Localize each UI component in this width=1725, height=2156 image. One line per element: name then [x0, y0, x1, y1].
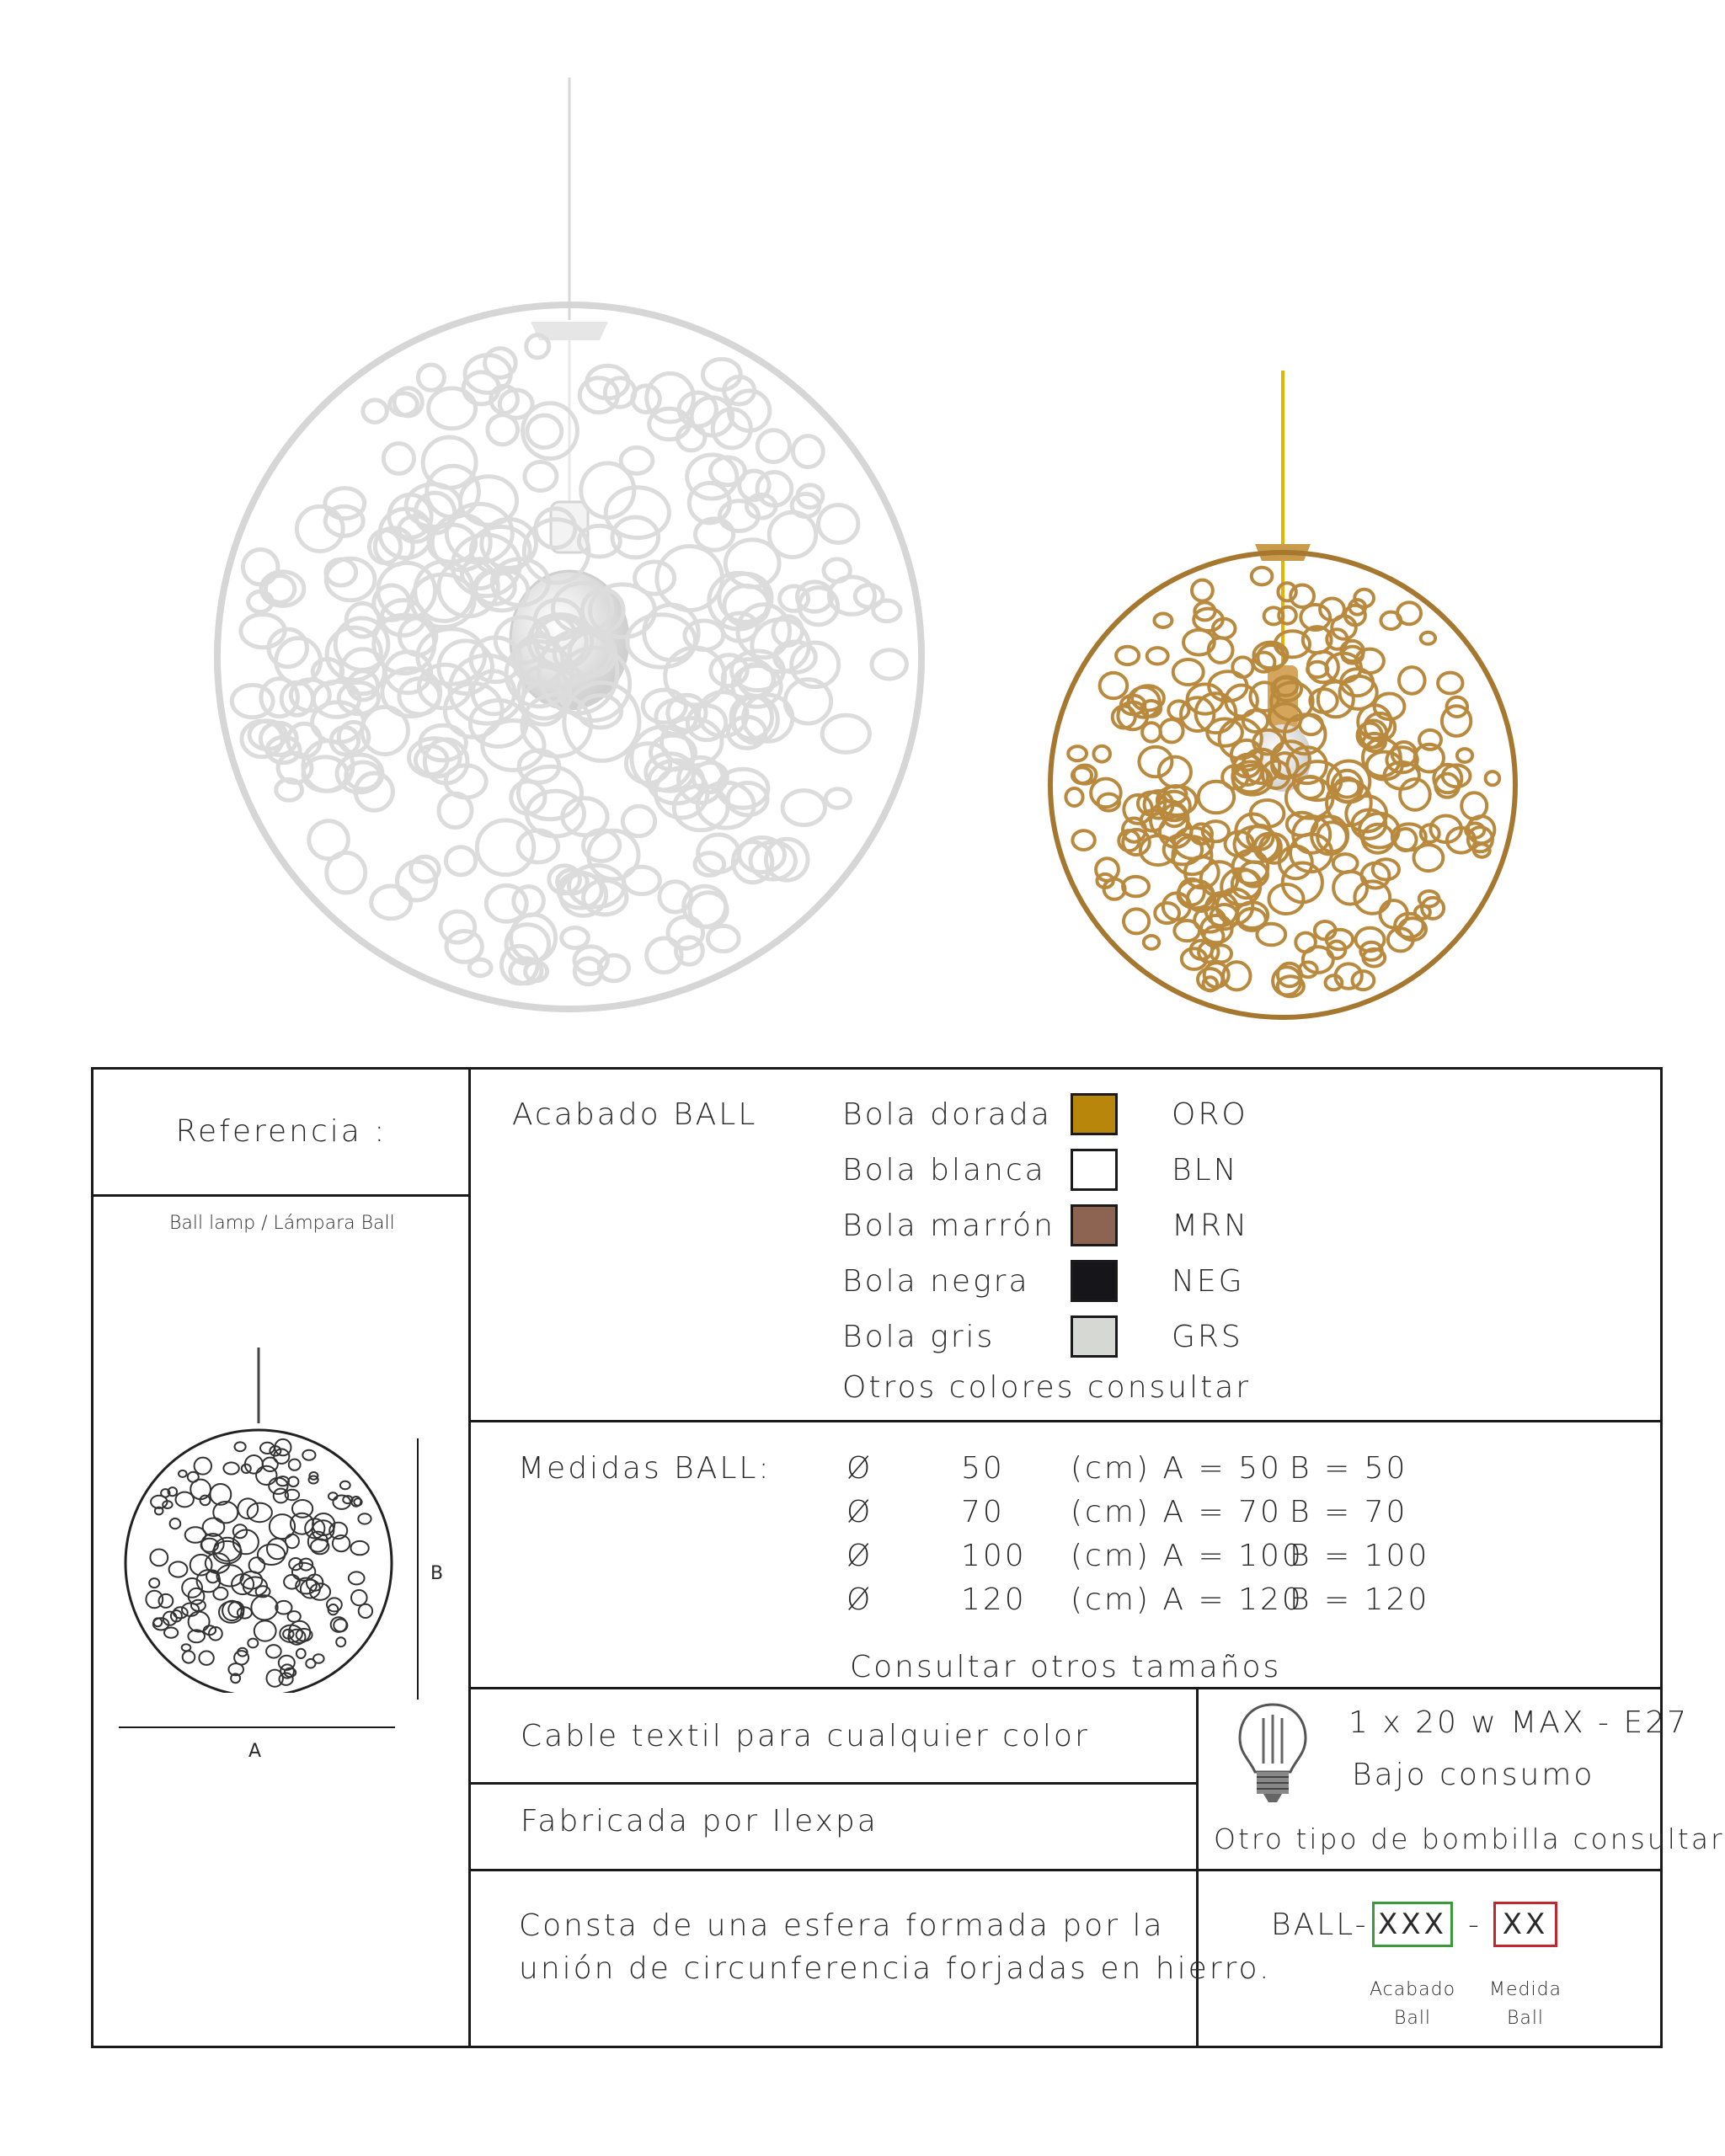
size-dimension-a: (cm) A = 100 — [1071, 1539, 1304, 1573]
size-dimension-a: (cm) A = 120 — [1071, 1582, 1304, 1617]
medidas-note: Consultar otros tamaños — [850, 1650, 1282, 1684]
divider-description — [469, 1869, 1660, 1871]
code-size-box: XX — [1493, 1902, 1557, 1947]
size-label-2: Ball — [1506, 2008, 1545, 2029]
divider-medidas — [469, 1687, 1660, 1689]
finish-color-swatch — [1071, 1315, 1118, 1358]
bulb-icon — [1235, 1701, 1311, 1806]
divider-acabado — [469, 1420, 1660, 1422]
cable-text: Cable textil para cualquier color — [521, 1719, 1090, 1753]
finish-color-swatch — [1071, 1149, 1118, 1191]
gold-ball-lamp-photo — [1050, 371, 1515, 1017]
dimension-label-a: A — [248, 1741, 262, 1762]
size-symbol: Ø — [846, 1539, 873, 1573]
drawing-caption: Ball lamp / Lámpara Ball — [169, 1213, 395, 1234]
size-dimension-b: B = 120 — [1290, 1582, 1430, 1617]
size-symbol: Ø — [846, 1495, 873, 1529]
description-line-2: unión de circunferencia forjadas en hierro. — [519, 1951, 1272, 1986]
finish-option-code: MRN — [1172, 1209, 1250, 1243]
finish-color-swatch — [1071, 1260, 1118, 1302]
product-photos — [0, 0, 1725, 1044]
divider-ref-header — [93, 1194, 469, 1197]
size-dimension-b: B = 70 — [1290, 1495, 1408, 1529]
size-symbol: Ø — [846, 1451, 873, 1486]
code-prefix: BALL- — [1271, 1908, 1369, 1942]
divider-cable — [469, 1782, 1197, 1785]
size-value: 100 — [961, 1539, 1027, 1573]
size-value: 70 — [961, 1495, 1005, 1529]
acabado-title: Acabado BALL — [512, 1097, 758, 1132]
finish-option-label: Bola gris — [842, 1320, 996, 1354]
finish-option-code: ORO — [1172, 1097, 1248, 1132]
acabado-note: Otros colores consultar — [842, 1370, 1252, 1405]
finish-label-1: Acabado — [1369, 1979, 1456, 2000]
code-finish-box: XXX — [1372, 1902, 1453, 1947]
finish-option-label: Bola marrón — [842, 1209, 1055, 1243]
size-value: 50 — [961, 1451, 1005, 1486]
spec-sheet — [91, 1067, 1725, 2048]
divider-left-column — [468, 1070, 471, 2046]
size-symbol: Ø — [846, 1582, 873, 1617]
finish-option-label: Bola negra — [842, 1264, 1030, 1299]
finish-option-code: NEG — [1172, 1264, 1245, 1299]
description-line-1: Consta de una esfera formada por la — [519, 1908, 1165, 1943]
medidas-title: Medidas BALL: — [518, 1451, 772, 1486]
finish-label-2: Ball — [1393, 2008, 1432, 2029]
fabricante-text: Fabricada por Ilexpa — [521, 1804, 879, 1838]
bulb-spec: 1 x 20 w MAX - E27 — [1348, 1705, 1690, 1740]
bulb-note: Otro tipo de bombilla consultar — [1214, 1822, 1725, 1855]
finish-option-label: Bola dorada — [842, 1097, 1052, 1132]
size-label-1: Medida — [1488, 1979, 1562, 2000]
finish-color-swatch — [1071, 1204, 1118, 1246]
size-dimension-b: B = 100 — [1290, 1539, 1430, 1573]
finish-option-code: BLN — [1172, 1153, 1239, 1187]
code-separator: - — [1468, 1908, 1482, 1942]
size-dimension-b: B = 50 — [1290, 1451, 1408, 1486]
ball-lamp-drawing — [110, 1339, 447, 1693]
dimension-label-b: B — [430, 1563, 444, 1584]
referencia-label: Referencia : — [175, 1114, 387, 1149]
finish-option-code: GRS — [1172, 1320, 1243, 1354]
size-dimension-a: (cm) A = 50 — [1071, 1451, 1282, 1486]
dimension-line-a — [119, 1726, 395, 1728]
size-value: 120 — [961, 1582, 1027, 1617]
size-dimension-a: (cm) A = 70 — [1071, 1495, 1282, 1529]
finish-option-label: Bola blanca — [842, 1153, 1046, 1187]
dimension-line-b — [417, 1438, 419, 1700]
finish-color-swatch — [1071, 1093, 1118, 1135]
divider-mid-column — [1196, 1689, 1199, 2046]
white-ball-lamp-photo — [217, 77, 921, 1009]
bulb-type: Bajo consumo — [1352, 1758, 1595, 1792]
